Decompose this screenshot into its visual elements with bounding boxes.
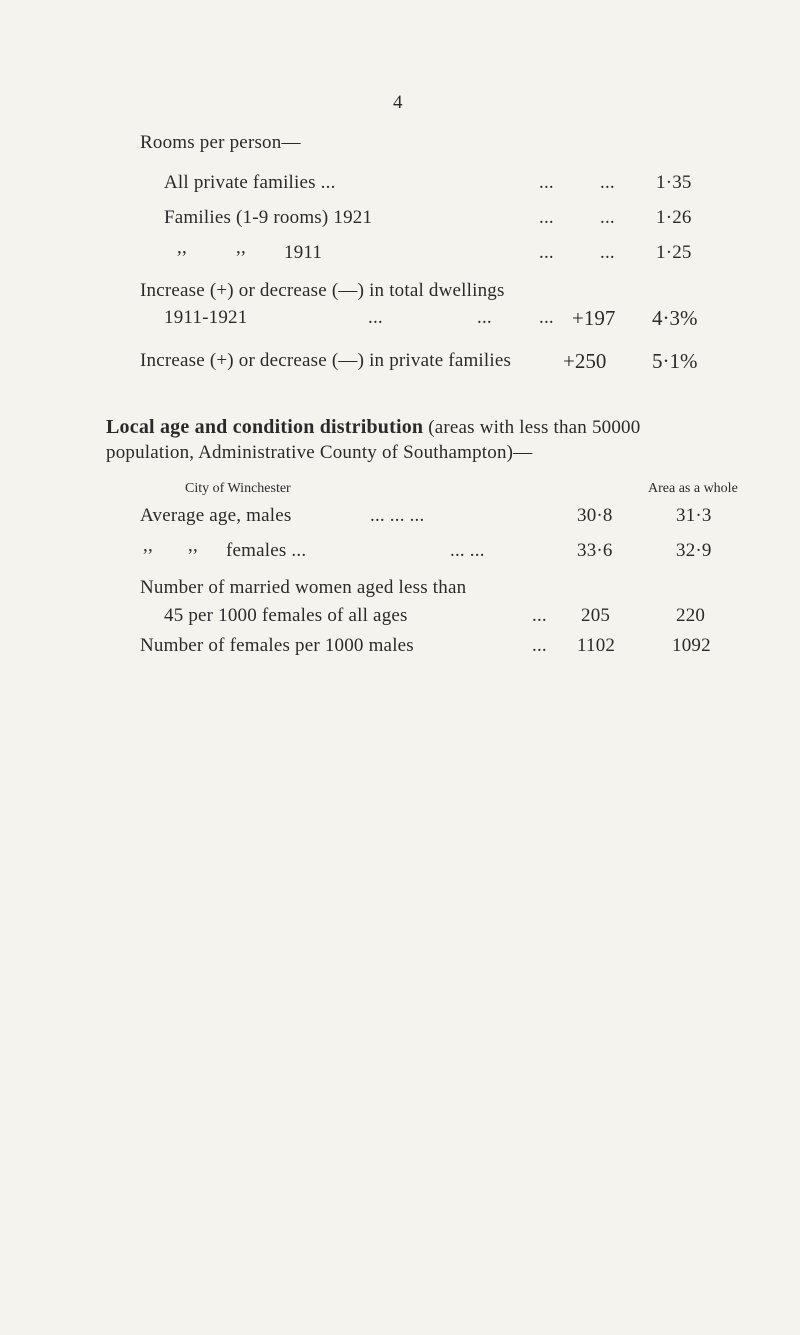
local-heading-line1: [106, 416, 640, 439]
row-1911-dots1: ...: [539, 242, 554, 263]
row-all-private-dots1: ...: [539, 172, 554, 193]
married-women-city: 205: [581, 605, 611, 626]
females-per-males-city: 1102: [577, 635, 616, 656]
avg-age-females-area: 32·9: [676, 540, 712, 561]
married-women-line1: Number of married women aged less than: [140, 577, 467, 598]
avg-age-females-label: females ...: [226, 540, 307, 561]
avg-age-females-ditto1: ,,: [143, 535, 153, 556]
females-per-males-area: 1092: [672, 635, 711, 656]
avg-age-females-dots: ... ...: [450, 540, 485, 561]
dwellings-change: +197: [572, 306, 616, 330]
females-per-males-label: Number of females per 1000 males: [140, 635, 414, 656]
local-heading-rest: (areas with less than 50000: [423, 417, 641, 438]
row-1911-ditto2: ,,: [236, 237, 246, 258]
avg-age-females-city: 33·6: [577, 540, 613, 561]
column-header-area: Area as a whole: [648, 481, 738, 496]
married-women-line2: 45 per 1000 females of all ages: [164, 605, 408, 626]
dwellings-dots3: ...: [539, 307, 554, 328]
females-per-males-dots: ...: [532, 635, 547, 656]
families-change-value: +250: [563, 349, 607, 373]
local-heading-bold: Local age and condition distribution: [106, 416, 424, 438]
row-1911-label: 1911: [284, 242, 323, 263]
column-header-city: City of Winchester: [185, 481, 291, 496]
row-families-1921-label: Families (1-9 rooms) 1921: [164, 207, 373, 228]
dwellings-years: 1911-1921: [164, 307, 248, 328]
married-women-area: 220: [676, 605, 706, 626]
dwellings-dots1: ...: [368, 307, 383, 328]
row-1911-ditto1: ,,: [177, 237, 187, 258]
avg-age-males-area: 31·3: [676, 505, 712, 526]
rooms-heading: Rooms per person—: [140, 132, 301, 153]
row-1911-dots2: ...: [600, 242, 615, 263]
row-families-1921-dots1: ...: [539, 207, 554, 228]
row-all-private-value: 1·35: [656, 172, 692, 193]
row-1911-value: 1·25: [656, 242, 692, 263]
row-families-1921-value: 1·26: [656, 207, 692, 228]
page-number: 4: [393, 92, 403, 113]
avg-age-males-city: 30·8: [577, 505, 613, 526]
row-all-private-label: All private families ...: [164, 172, 336, 193]
families-change-label: Increase (+) or decrease (—) in private families: [140, 350, 512, 371]
avg-age-males-dots: ... ... ...: [370, 505, 425, 526]
avg-age-males-label: Average age, males: [140, 505, 292, 526]
married-women-dots: ...: [532, 605, 547, 626]
dwellings-dots2: ...: [477, 307, 492, 328]
dwellings-pct: 4·3%: [652, 306, 698, 330]
dwellings-line1: Increase (+) or decrease (—) in total dwellings: [140, 280, 505, 301]
families-change-pct: 5·1%: [652, 349, 698, 373]
local-heading-line2: population, Administrative County of Southampton)—: [106, 442, 533, 463]
row-all-private-dots2: ...: [600, 172, 615, 193]
avg-age-females-ditto2: ,,: [188, 535, 198, 556]
row-families-1921-dots2: ...: [600, 207, 615, 228]
